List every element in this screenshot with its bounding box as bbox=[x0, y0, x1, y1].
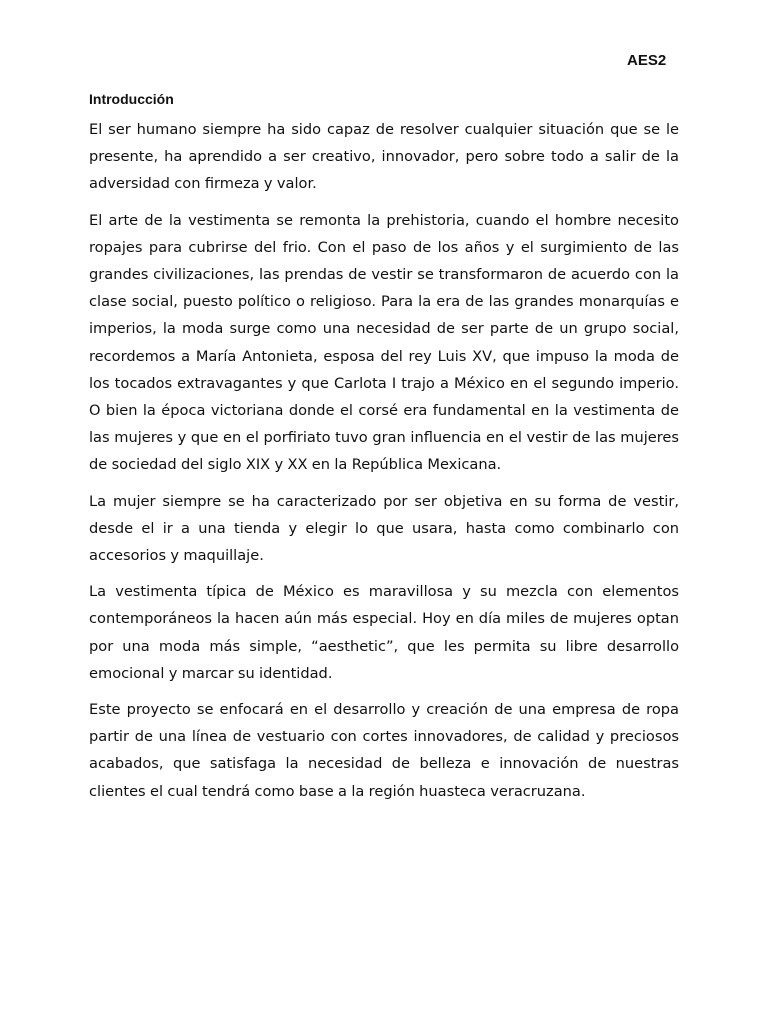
paragraph-2: El arte de la vestimenta se remonta la prehistoria, cuando el hombre necesito ropajes para cubrirse del frio. Con el paso de los años y el surgimiento de las grandes civilizaciones, las prendas de vestir se transformaron de acuerdo con la clase social, puesto político o religioso. Para la era de las grandes monarquías e imperios, la moda surge como una necesidad de ser parte de un grupo social, recordemos a María Antonieta, esposa del rey Luis XV, que impuso la moda de los tocados extravagantes y que Carlota I trajo a México en el segundo imperio. O bien la época victoriana donde el corsé era fundamental en la vestimenta de las mujeres y que en el porfiriato tuvo gran influencia en el vestir de las mujeres de sociedad del siglo XIX y XX en la República Mexicana. bbox=[89, 211, 679, 474]
paragraph-5: Este proyecto se enfocará en el desarrollo y creación de una empresa de ropa partir de una línea de vestuario con cortes innovadores, de calidad y preciosos acabados, que satisfaga la necesidad de belleza e innovación de nuestras clientes el cual tendrá como base a la región huasteca veracruzana. bbox=[89, 701, 679, 800]
paragraph-1: El ser humano siempre ha sido capaz de resolver cualquier situación que se le presente, ha aprendido a ser creativo, innovador, pero sobre todo a salir de la adversidad con firmeza y valor. bbox=[89, 121, 679, 193]
paragraph-3: La mujer siempre se ha caracterizado por ser objetiva en su forma de vestir, desde el ir a una tienda y elegir lo que usara, hasta como combinarlo con accesorios y maquillaje. bbox=[89, 492, 679, 565]
document-body bbox=[89, 88, 679, 814]
header-mark: AES2 bbox=[627, 52, 667, 69]
section-title: Introducción bbox=[89, 91, 174, 107]
paragraph-4: La vestimenta típica de México es maravillosa y su mezcla con elementos contemporáneos la hacen aún más especial. Hoy en día miles de mujeres optan por una moda más simple, “aesthetic”, que les permita su libre desarrollo emocional y marcar su identidad. bbox=[89, 583, 679, 682]
page-header bbox=[600, 50, 690, 69]
